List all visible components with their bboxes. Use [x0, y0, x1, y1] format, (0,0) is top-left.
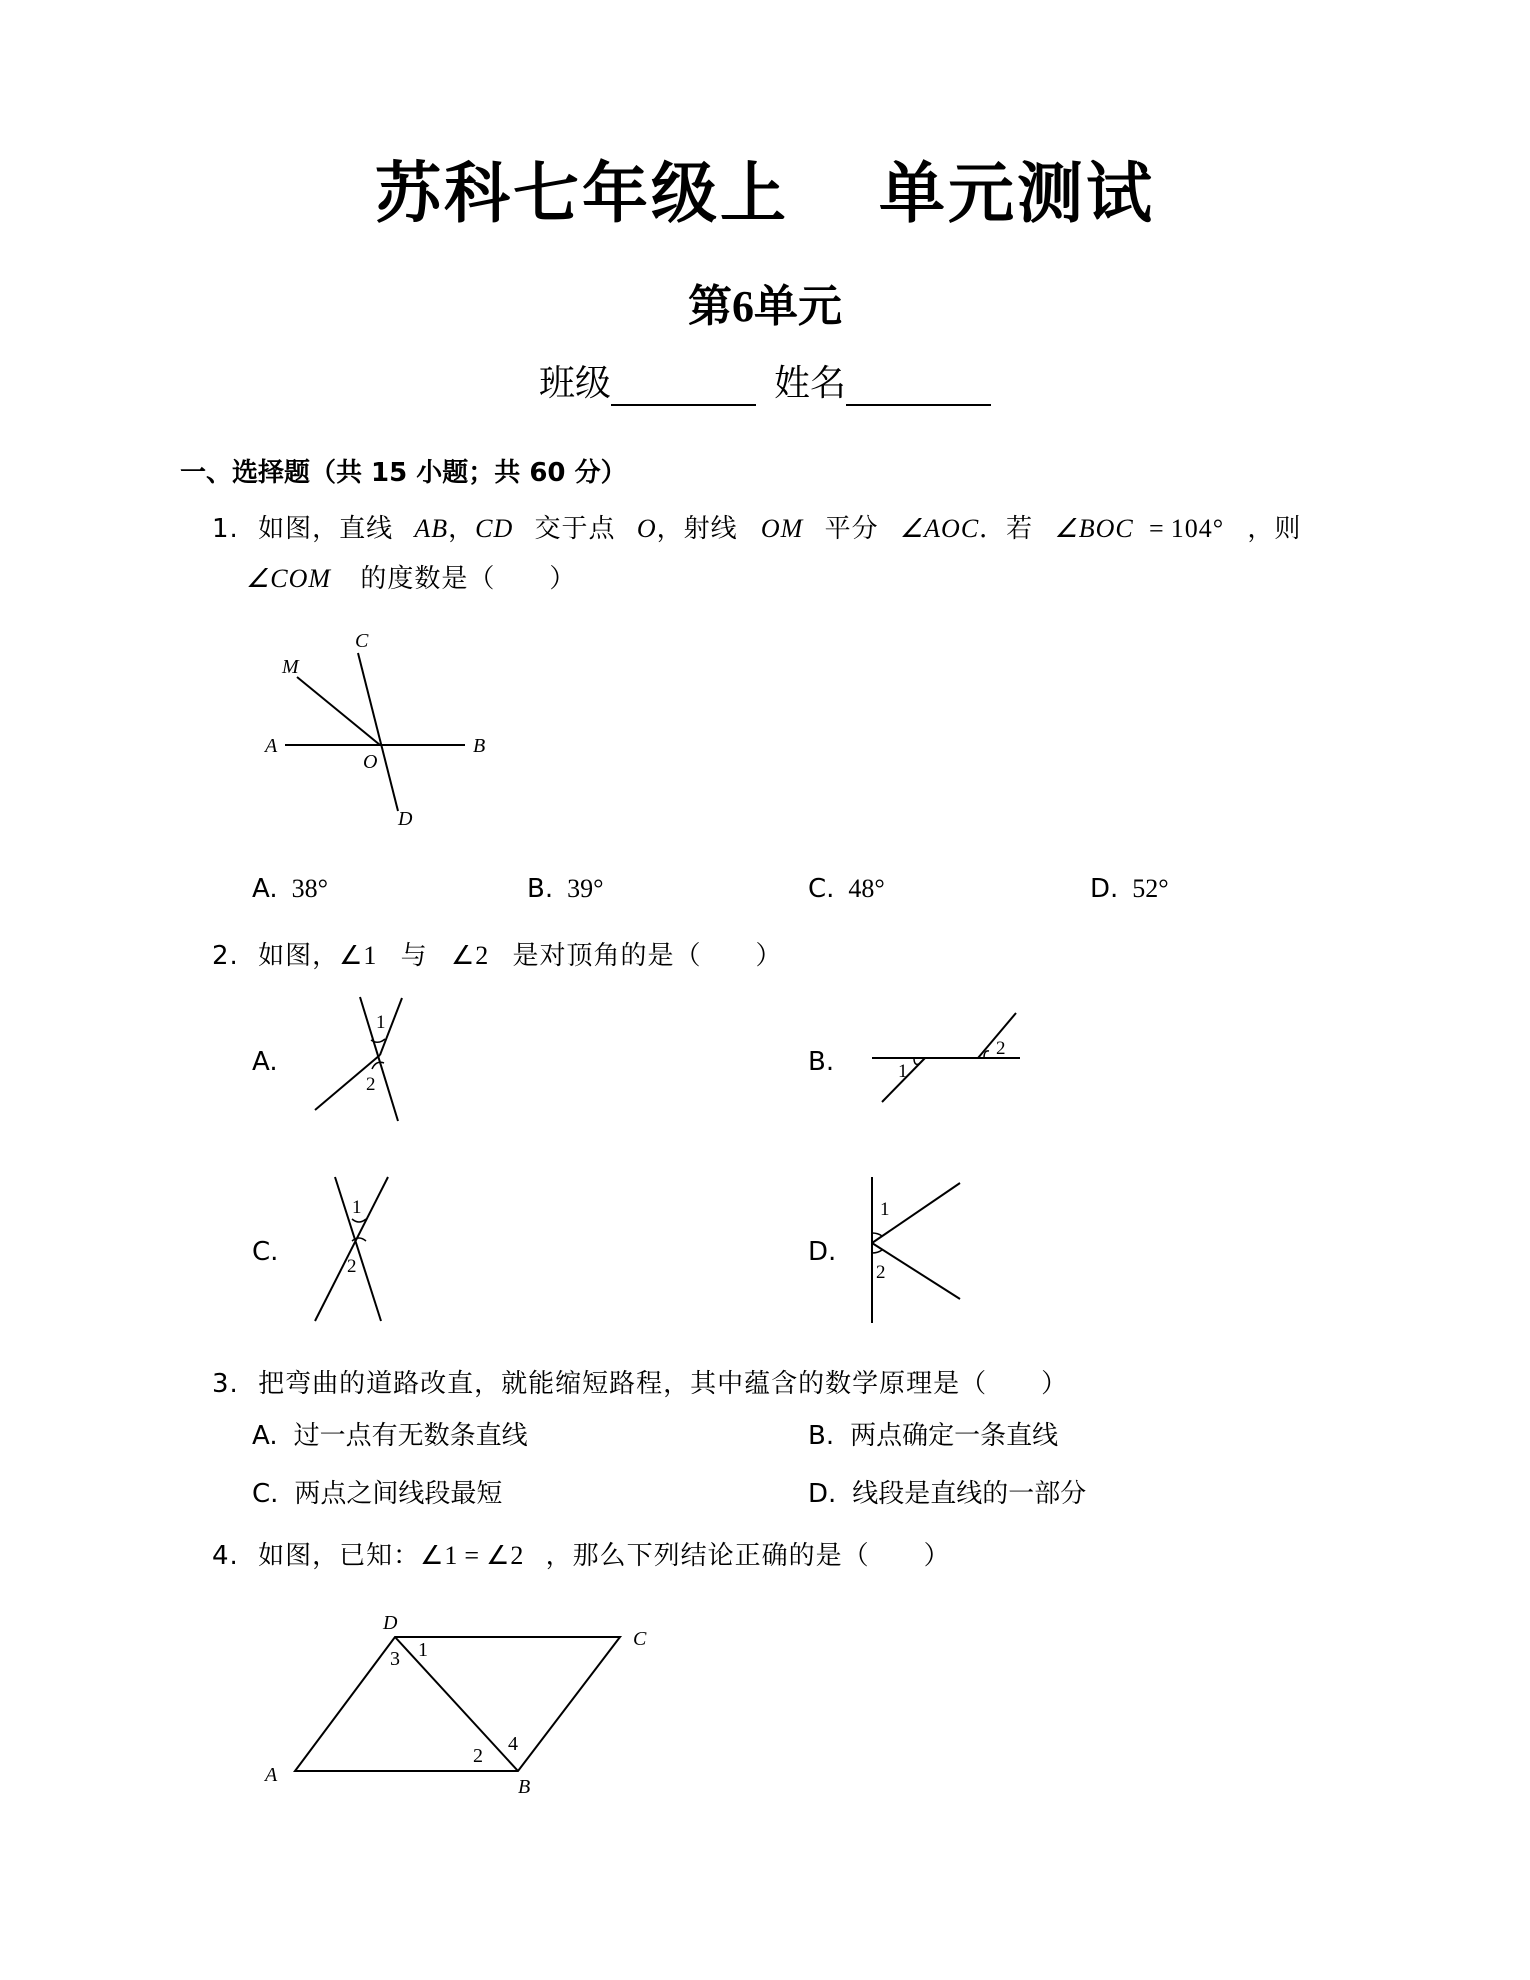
diagonal-db — [395, 1637, 518, 1771]
q4-text: ，那么下列结论正确的是（ ） — [545, 1541, 951, 1571]
q1-text: 平分 — [824, 514, 879, 544]
option-value: 39° — [567, 874, 604, 903]
option-letter: D. — [1090, 874, 1119, 904]
option-letter: C. — [252, 1479, 279, 1509]
angle-label-1: 1 — [352, 1197, 362, 1218]
angle-arc — [984, 1051, 989, 1058]
q4-number: 4. — [212, 1541, 239, 1571]
angle-label-1: 1 — [880, 1199, 890, 1220]
q4-figure — [255, 1595, 675, 1795]
q2-text: 是对顶角的是（ ） — [512, 941, 783, 971]
angle-label-4: 4 — [508, 1733, 518, 1755]
q3-option-d[interactable] — [808, 1473, 1086, 1510]
question-3 — [212, 1363, 1068, 1400]
q1-option-d[interactable] — [1090, 874, 1169, 904]
angle-arc — [872, 1250, 882, 1253]
student-info-row — [0, 355, 1530, 406]
title-left: 苏科七年级上 — [375, 155, 789, 232]
class-blank[interactable] — [611, 368, 756, 406]
title-right: 单元测试 — [879, 155, 1155, 232]
angle-label-2: 2 — [366, 1074, 376, 1095]
q1-comma: ， — [448, 514, 476, 544]
page-title — [0, 140, 1530, 235]
q2-text: 与 — [400, 941, 428, 971]
question-1-line1 — [212, 508, 1301, 545]
question-2 — [212, 935, 783, 972]
label-o: O — [363, 751, 378, 773]
angle-arc — [352, 1219, 366, 1222]
q1-line-cd: CD — [475, 514, 514, 543]
question-1-line2 — [246, 558, 576, 595]
q2-option-a-figure[interactable] — [310, 995, 420, 1125]
q1-ray-om: OM — [760, 514, 804, 543]
q2-option-c-letter[interactable]: C. — [252, 1237, 279, 1267]
q4-angle-1: ∠1 — [420, 1541, 459, 1570]
q2-option-d-figure[interactable] — [860, 1175, 980, 1325]
q3-option-b[interactable] — [808, 1415, 1058, 1452]
option-letter: B. — [808, 1421, 835, 1451]
q1-number: 1. — [212, 514, 239, 544]
q4-angle-2: ∠2 — [486, 1541, 525, 1570]
subtitle-suffix: 单元 — [754, 281, 842, 332]
q2-angle-1: ∠1 — [339, 941, 378, 970]
angle-label-1: 1 — [376, 1012, 386, 1033]
q1-option-a[interactable] — [252, 874, 328, 904]
label-b: B — [518, 1776, 531, 1795]
q1-text: 如图，直线 — [258, 514, 394, 544]
angle-label-2: 2 — [876, 1262, 886, 1283]
option-text: 两点之间线段最短 — [294, 1479, 503, 1509]
q1-option-b[interactable] — [527, 874, 604, 904]
angle-label-1: 1 — [898, 1061, 908, 1082]
q1-text: 交于点 — [534, 514, 616, 544]
q1-degree: 104° — [1170, 514, 1225, 543]
q2-option-b-letter[interactable]: B. — [808, 1047, 835, 1077]
q2-option-a-letter[interactable]: A. — [252, 1047, 278, 1077]
q1-equals: = — [1149, 514, 1165, 543]
question-4 — [212, 1535, 951, 1572]
q1-text: ．若 — [979, 514, 1034, 544]
option-value: 38° — [291, 874, 328, 903]
option-text: 两点确定一条直线 — [850, 1421, 1059, 1451]
option-text: 线段是直线的一部分 — [852, 1479, 1087, 1509]
q1-option-c[interactable] — [808, 874, 885, 904]
q4-equals: = — [464, 1541, 481, 1570]
q2-text: 如图， — [258, 941, 340, 971]
unit-subtitle — [0, 270, 1530, 334]
subtitle-prefix: 第 — [688, 281, 732, 332]
q4-text: 如图，已知： — [258, 1541, 421, 1571]
q1-angle-aoc: ∠AOC — [899, 514, 980, 543]
q2-option-b-figure[interactable] — [870, 1005, 1030, 1115]
option-value: 52° — [1132, 874, 1169, 903]
q1-text: 的度数是（ ） — [360, 564, 577, 594]
option-letter: A. — [252, 874, 278, 904]
q1-text: ，射线 — [656, 514, 738, 544]
subtitle-number: 6 — [732, 282, 754, 331]
name-blank[interactable] — [846, 368, 991, 406]
angle-label-2: 2 — [996, 1038, 1006, 1059]
angle-label-2: 2 — [347, 1256, 357, 1277]
q2-option-d-letter[interactable]: D. — [808, 1237, 837, 1267]
label-b: B — [473, 735, 486, 757]
section-heading: 一、选择题（共 15 小题；共 60 分） — [180, 458, 627, 488]
q1-angle-com: ∠COM — [246, 564, 332, 593]
q1-text: ，则 — [1247, 514, 1302, 544]
q3-text: 把弯曲的道路改直，就能缩短路程，其中蕴含的数学原理是（ ） — [258, 1369, 1069, 1399]
option-letter: D. — [808, 1479, 837, 1509]
label-d: D — [398, 808, 413, 830]
angle-label-1: 1 — [418, 1639, 428, 1661]
q3-option-c[interactable] — [252, 1473, 502, 1510]
q2-angle-2: ∠2 — [450, 941, 490, 970]
label-a: A — [265, 735, 278, 757]
label-d: D — [383, 1612, 398, 1634]
label-c: C — [633, 1628, 647, 1650]
q1-line-ab: AB — [414, 514, 449, 543]
name-label: 姓名 — [774, 363, 847, 404]
option-value: 48° — [848, 874, 885, 903]
option-text: 过一点有无数条直线 — [293, 1421, 528, 1451]
angle-arc — [872, 1233, 882, 1236]
q2-option-c-figure[interactable] — [310, 1175, 410, 1325]
q3-number: 3. — [212, 1369, 239, 1399]
angle-label-2: 2 — [473, 1745, 483, 1767]
label-c: C — [355, 630, 369, 652]
label-a: A — [265, 1764, 278, 1786]
angle-label-3: 3 — [390, 1648, 400, 1670]
q1-figure — [255, 625, 505, 840]
option-letter: B. — [527, 874, 554, 904]
option-letter: A. — [252, 1421, 278, 1451]
q1-point-o: O — [636, 514, 657, 543]
q3-option-a[interactable] — [252, 1415, 528, 1452]
class-label: 班级 — [538, 363, 611, 404]
q2-number: 2. — [212, 941, 239, 971]
option-letter: C. — [808, 874, 835, 904]
q1-angle-boc: ∠BOC — [1054, 514, 1134, 543]
label-m: M — [282, 656, 299, 678]
